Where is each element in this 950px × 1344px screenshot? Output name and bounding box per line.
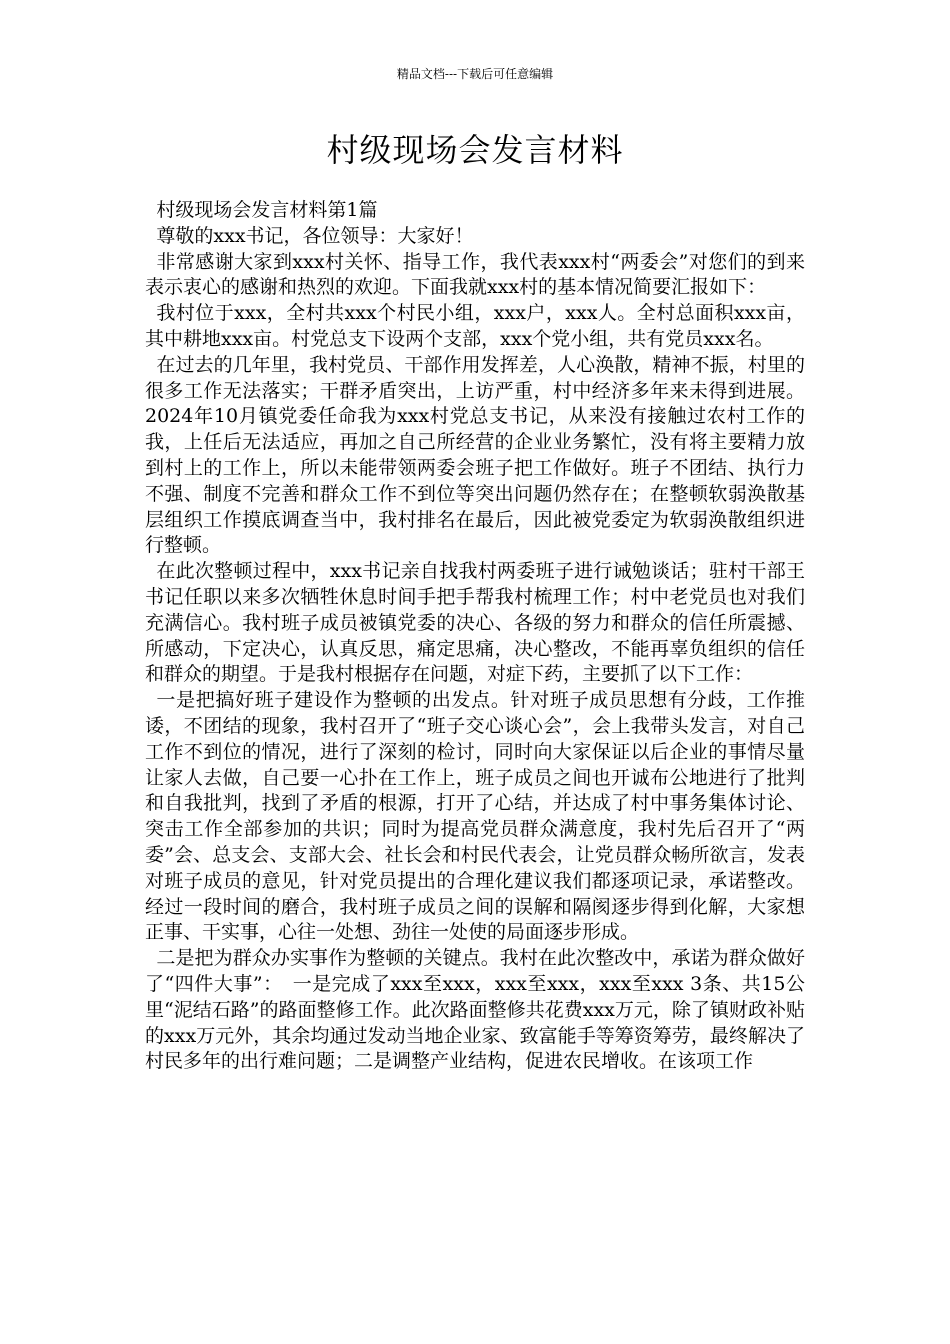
paragraph-village-overview: 我村位于xxx，全村共xxx个村民小组，xxx户，xxx人。全村总面积xxx亩，其中耕地xxx亩。村党总支下设两个支部，xxx个党小组，共有党员xxx名。	[145, 302, 805, 350]
document-title: 村级现场会发言材料	[326, 131, 624, 169]
paragraph-rectification: 在此次整顿过程中，xxx书记亲自找我村两委班子进行诫勉谈话；驻村干部王书记任职以来多次牺牲休息时间手把手帮我村梳理工作；村中老党员也对我们充满信心。我村班子成员被镇党委的决心、各级的努力和群众的信任所震撼、所感动，下定决心，认真反思，痛定思痛，决心整改，不能再辜负组织的信任和群众的期望。于是我村根据存在问题，对症下药，主要抓了以下工作：	[145, 560, 805, 686]
salutation: 尊敬的xxx书记，各位领导：大家好！	[156, 224, 474, 247]
section-heading: 村级现场会发言材料第1篇	[156, 199, 378, 221]
document-body	[145, 198, 805, 1075]
paragraph-point-one: 一是把搞好班子建设作为整顿的出发点。针对班子成员思想有分歧，工作推诿，不团结的现象，我村召开了“班子交心谈心会”，会上我带头发言，对自己工作不到位的情况，进行了深刻的检讨，同时向大家保证以后企业的事情尽量让家人去做，自己要一心扑在工作上，班子成员之间也开诚布公地进行了批判和自我批判，找到了矛盾的根源，打开了心结，并达成了村中事务集体讨论、突击工作全部参加的共识；同时为提高党员群众满意度，我村先后召开了“两委”会、总支会、支部大会、社长会和村民代表会，让党员群众畅所欲言，发表对班子成员的意见，针对党员提出的合理化建议我们都逐项记录，承诺整改。经过一段时间的磨合，我村班子成员之间的误解和隔阂逐步得到化解，大家想正事、干实事，心往一处想、劲往一处使的局面逐步形成。	[145, 689, 805, 944]
paragraph-past-problems: 在过去的几年里，我村党员、干部作用发挥差，人心涣散，精神不振，村里的很多工作无法落实；干群矛盾突出，上访严重，村中经济多年来未得到进展。2024年10月镇党委任命我为xxx村党总支书记，从来没有接触过农村工作的我，上任后无法适应，再加之自己所经营的企业业务繁忙，没有将主要精力放到村上的工作上，所以未能带领两委会班子把工作做好。班子不团结、执行力不强、制度不完善和群众工作不到位等突出问题仍然存在；在整顿软弱涣散基层组织工作摸底调查当中，我村排名在最后，因此被党委定为软弱涣散组织进行整顿。	[145, 353, 805, 557]
header-note: 精品文档---下载后可任意编辑	[396, 67, 554, 81]
paragraph-point-two: 二是把为群众办实事作为整顿的关键点。我村在此次整改中，承诺为群众做好了“四件大事”： 一是完成了xxx至xxx，xxx至xxx，xxx至xxx 3条、共15公里“泥结石路”的路面整修工作。此次路面整修共花费xxx万元，除了镇财政补贴的xxx万元外，其余均通过发动当地企业家、致富能手等筹资筹劳，最终解决了村民多年的出行难问题；二是调整产业结构，促进农民增收。在该项工作	[145, 947, 805, 1073]
paragraph-intro: 非常感谢大家到xxx村关怀、指导工作，我代表xxx村“两委会”对您们的到来表示衷心的感谢和热烈的欢迎。下面我就xxx村的基本情况简要汇报如下：	[145, 250, 805, 299]
